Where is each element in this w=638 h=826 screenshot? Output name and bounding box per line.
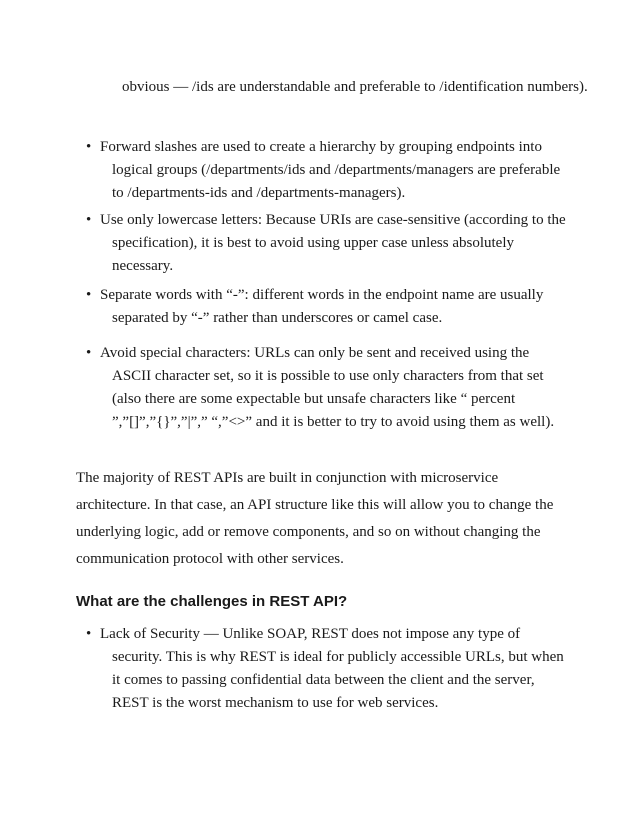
guideline-item-special-characters <box>86 342 570 434</box>
bullet-marker: • <box>86 212 92 228</box>
bullet-marker: • <box>86 139 92 155</box>
guideline-item-forward-slashes <box>86 136 570 205</box>
challenge-text: Lack of Security — Unlike SOAP, REST does not impose any type of security. This is why REST is ideal for publicly accessible URLs, but when it comes to passing confidential data between the client and the server, REST is the worst mechanism to use for web services. <box>100 626 564 711</box>
guideline-text: Use only lowercase letters: Because URIs are case-sensitive (according to the specification), it is best to avoid using upper case unless absolutely necessary. <box>100 212 566 274</box>
guideline-text: Avoid special characters: URLs can only be sent and received using the ASCII character set, so it is possible to use only characters from that set (also there are some expectable but unsafe characters like “ percent ”,”[]”,”{}”,”|”,” “,”<>” and it is better to try to avoid using them as well). <box>100 345 555 430</box>
guideline-item-lowercase <box>86 209 570 278</box>
continued-item-text: obvious — /ids are understandable and preferable to /identification numbers). <box>122 79 588 95</box>
bullet-marker: • <box>86 626 92 642</box>
body-paragraph: The majority of REST APIs are built in conjunction with microservice architecture. In that case, an API structure like this will allow you to change the underlying logic, add or remove components, and so on without changing the communication protocol with other services. <box>76 470 554 567</box>
guideline-text: Separate words with “-”: different words in the endpoint name are usually separated by “-” rather than underscores or camel case. <box>100 287 544 326</box>
challenge-item-security <box>86 623 570 715</box>
guideline-text: Forward slashes are used to create a hierarchy by grouping endpoints into logical groups (/departments/ids and /departments/managers are preferable to /departments-ids and /departments-managers). <box>100 139 561 201</box>
guideline-item-separate-words <box>86 284 570 330</box>
section-heading: What are the challenges in REST API? <box>76 593 348 610</box>
bullet-marker: • <box>86 287 92 303</box>
bullet-marker: • <box>86 345 92 361</box>
continued-list-item <box>122 76 592 99</box>
